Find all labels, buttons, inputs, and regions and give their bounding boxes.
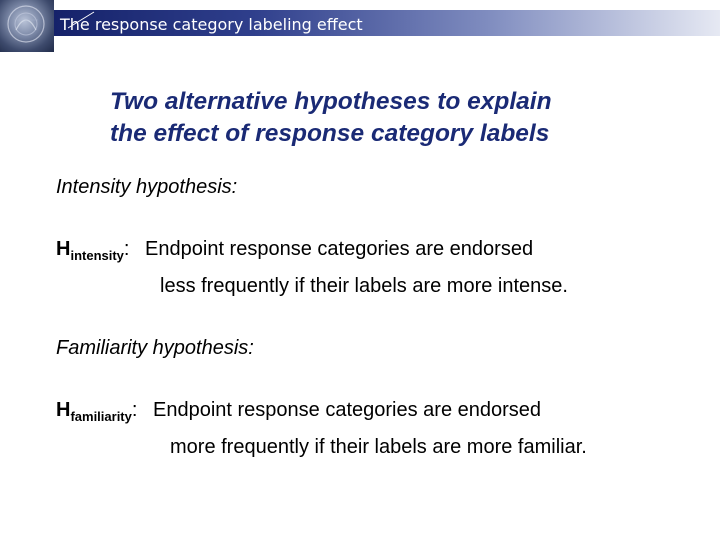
header-title: The response category labeling effect bbox=[60, 15, 363, 34]
intensity-colon: : bbox=[123, 238, 130, 260]
intensity-hypothesis bbox=[56, 234, 568, 301]
familiarity-text-line-2: more frequently if their labels are more familiar. bbox=[170, 436, 587, 458]
university-seal-icon bbox=[0, 0, 54, 52]
familiarity-hypothesis bbox=[56, 395, 587, 462]
intensity-heading: Intensity hypothesis: bbox=[56, 176, 238, 198]
intensity-text-line-1: Endpoint response categories are endorsed bbox=[145, 238, 534, 260]
intensity-symbol: H bbox=[56, 238, 71, 260]
intensity-subscript: intensity bbox=[70, 248, 124, 263]
familiarity-heading: Familiarity hypothesis: bbox=[56, 337, 254, 359]
familiarity-subscript: familiarity bbox=[70, 409, 132, 424]
familiarity-symbol: H bbox=[56, 399, 71, 421]
slide-title-line-1: Two alternative hypotheses to explain bbox=[110, 88, 552, 115]
slide-title-line-2: the effect of response category labels bbox=[110, 120, 550, 147]
slide-title bbox=[110, 86, 670, 150]
intensity-text-line-2: less frequently if their labels are more intense. bbox=[160, 275, 568, 297]
familiarity-text-line-1: Endpoint response categories are endorsed bbox=[153, 399, 542, 421]
familiarity-colon: : bbox=[131, 399, 138, 421]
